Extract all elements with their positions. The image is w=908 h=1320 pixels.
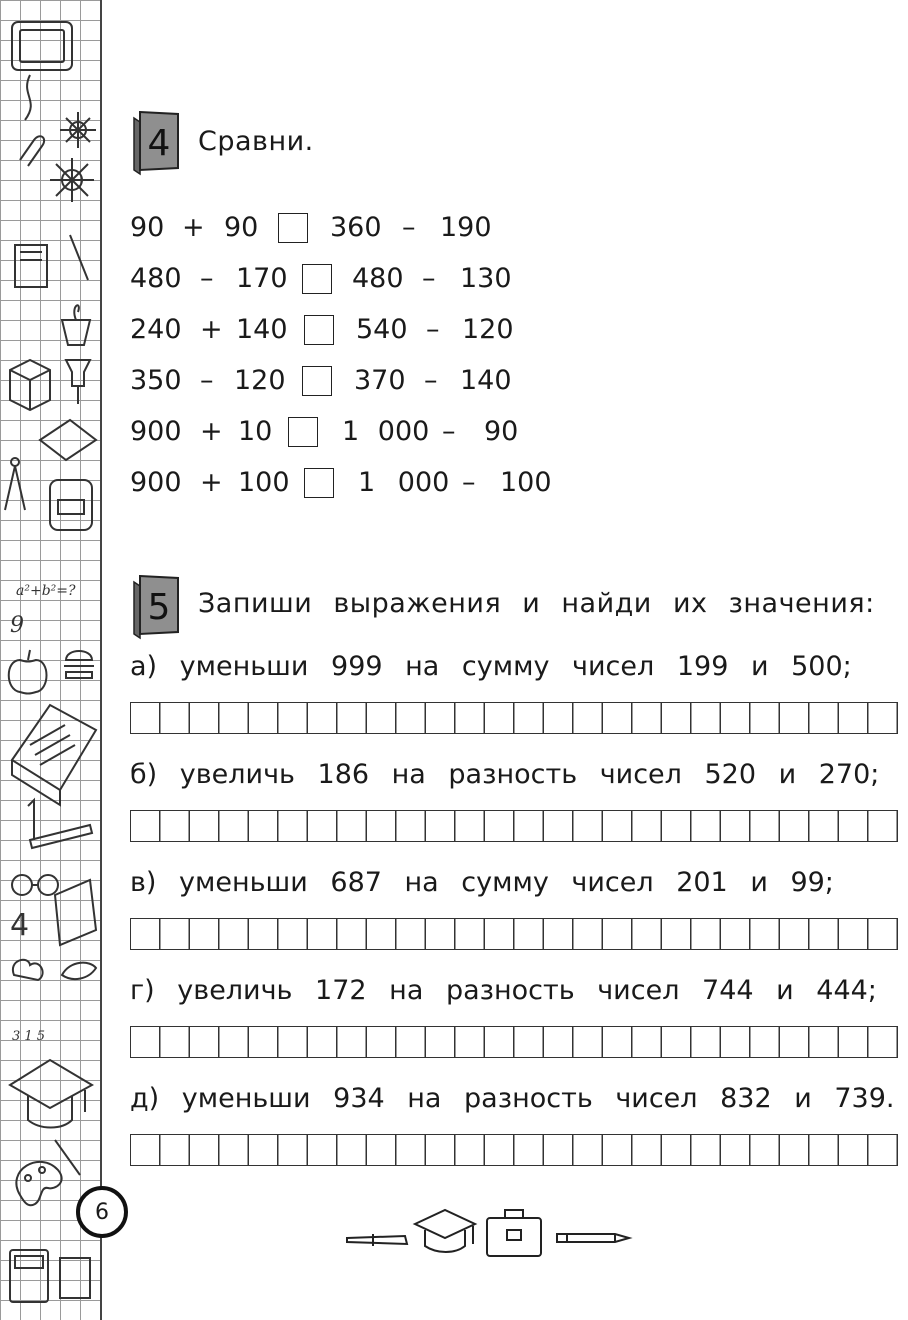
operand: 140 (236, 314, 288, 345)
operand: 480 (130, 263, 182, 294)
compare-answer-box[interactable] (278, 213, 308, 243)
glasses-icon (12, 875, 58, 895)
operand: 120 (462, 314, 514, 345)
operand: 900 (130, 467, 182, 498)
cube-icon (10, 360, 50, 410)
task5-title: Запиши выражения и найди их значения: (198, 588, 875, 619)
answer-cells[interactable] (130, 810, 898, 842)
operand: 90 (130, 212, 165, 243)
operator: + (200, 467, 223, 498)
apple-icon (9, 650, 47, 694)
decorative-sidebar (0, 0, 102, 1320)
compare-answer-box[interactable] (304, 315, 334, 345)
svg-text:3 1 5: 3 1 5 (12, 1029, 46, 1044)
operand: 90 (484, 416, 519, 447)
operator: – (422, 263, 436, 294)
operand: 1 000 (358, 467, 450, 498)
palette-icon (16, 1162, 61, 1205)
footer-ornament (345, 1196, 635, 1268)
operand: 190 (440, 212, 492, 243)
operand: 10 (238, 416, 273, 447)
operator: – (200, 263, 214, 294)
operand: 540 (356, 314, 408, 345)
operator: + (200, 416, 223, 447)
task4-title: Сравни. (198, 126, 314, 157)
flower-icon (50, 112, 96, 202)
operand: 480 (352, 263, 404, 294)
graduation-cap-icon (10, 1060, 92, 1128)
task5-item-v: в) уменьши 687 на сумму чисел 201 и 99; (130, 867, 834, 898)
svg-text:4: 4 (10, 908, 30, 943)
svg-text:a²+b²=?: a²+b²=? (16, 583, 76, 599)
operator: – (426, 314, 440, 345)
operand: 370 (354, 365, 406, 396)
operand: 1 000 (342, 416, 430, 447)
page-number (76, 1186, 128, 1238)
svg-text:9: 9 (10, 613, 24, 638)
task5-item-a: а) уменьши 999 на сумму чисел 199 и 500; (130, 651, 852, 682)
operand: 900 (130, 416, 182, 447)
operand: 240 (130, 314, 182, 345)
compare-answer-box[interactable] (304, 468, 334, 498)
operand: 140 (460, 365, 512, 396)
compare-answer-box[interactable] (288, 417, 318, 447)
operand: 100 (500, 467, 552, 498)
operand: 360 (330, 212, 382, 243)
task5-badge (130, 572, 182, 640)
page-number-text: 6 (95, 1199, 109, 1225)
operator: – (200, 365, 214, 396)
task5-item-d: д) уменьши 934 на разность чисел 832 и 739. (130, 1083, 895, 1114)
operand: 90 (224, 212, 259, 243)
operand: 130 (460, 263, 512, 294)
operator: + (182, 212, 205, 243)
operator: – (462, 467, 476, 498)
task5-item-b: б) увеличь 186 на разность чисел 520 и 270; (130, 759, 880, 790)
operator: – (442, 416, 456, 447)
operand: 350 (130, 365, 182, 396)
answer-cells[interactable] (130, 918, 898, 950)
briefcase-icon (487, 1210, 541, 1256)
operator: – (424, 365, 438, 396)
operator: + (200, 314, 223, 345)
answer-cells[interactable] (130, 1026, 898, 1058)
operator: – (402, 212, 416, 243)
graduation-cap-icon (415, 1210, 475, 1252)
task5-item-g: г) увеличь 172 на разность чисел 744 и 444; (130, 975, 877, 1006)
task4-number: 4 (147, 123, 171, 164)
compare-answer-box[interactable] (302, 366, 332, 396)
operand: 170 (236, 263, 288, 294)
task5-number: 5 (147, 587, 171, 628)
pen-icon (347, 1234, 407, 1246)
pencil-icon (557, 1234, 629, 1242)
sidebar-doodles (0, 0, 100, 1320)
task4-badge (130, 108, 182, 176)
operand: 120 (234, 365, 286, 396)
compass-icon (5, 458, 25, 510)
compare-answer-box[interactable] (302, 264, 332, 294)
answer-cells[interactable] (130, 1134, 898, 1166)
pushpin-icon (66, 360, 90, 404)
answer-cells[interactable] (130, 702, 898, 734)
operand: 100 (238, 467, 290, 498)
